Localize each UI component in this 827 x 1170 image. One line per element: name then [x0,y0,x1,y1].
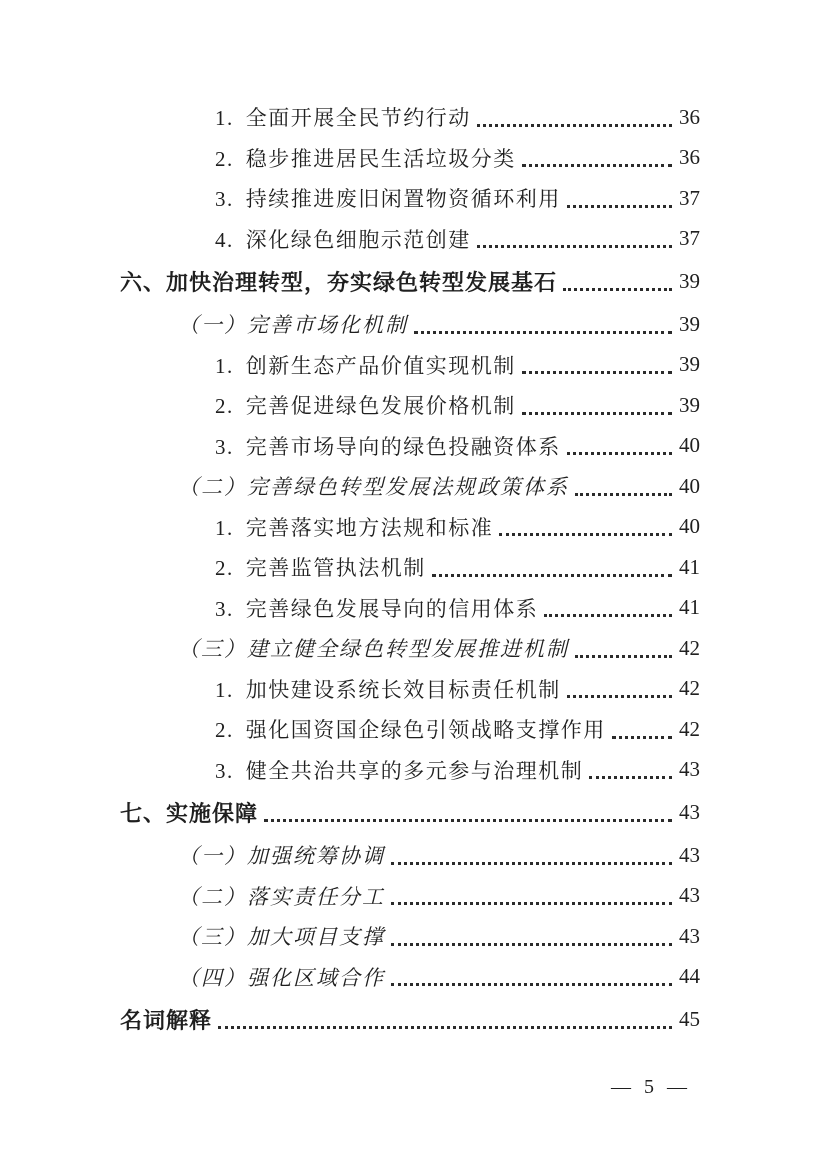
toc-entry-label: 1. 创新生态产品价值实现机制 [215,353,516,378]
toc-entry-page: 37 [679,185,700,210]
dotted-leader [563,288,672,291]
toc-entry [0,790,827,835]
toc-entry-label: （三）加大项目支撑 [178,925,385,950]
dotted-leader [575,655,672,658]
toc-entry-label: 3. 完善绿色发展导向的信用体系 [215,596,539,621]
toc-entry-label: 名词解释 [120,1008,213,1033]
toc-entry-label: 2. 强化国资国企绿色引领战略支撑作用 [215,718,606,743]
dotted-leader [391,983,672,986]
toc-entry-page: 41 [679,554,700,579]
dotted-leader [567,205,672,208]
toc-entry-label: （二）完善绿色转型发展法规政策体系 [178,475,569,500]
toc-entry [0,669,827,710]
toc-entry-page: 42 [679,716,700,741]
toc-entry [0,304,827,345]
toc-entry-page: 40 [679,473,700,498]
toc-entry-page: 43 [679,842,700,867]
dotted-leader [567,452,672,455]
dotted-leader [522,371,672,374]
dotted-leader [391,862,672,865]
toc-entry-page: 36 [679,145,700,170]
toc-entry [0,426,827,467]
dotted-leader [391,902,672,905]
dotted-leader [218,1026,672,1029]
dotted-leader [544,614,672,617]
toc-entry-label: 2. 稳步推进居民生活垃圾分类 [215,146,516,171]
toc-entry-label: 4. 深化绿色细胞示范创建 [215,227,471,252]
toc-entry-label: （四）强化区域合作 [178,965,385,990]
dotted-leader [567,695,672,698]
toc-entry-page: 39 [679,392,700,417]
page-footer [611,1076,687,1099]
dotted-leader [477,245,672,248]
toc-entry-label: 3. 持续推进废旧闲置物资循环利用 [215,187,561,212]
toc-entry-label: （一）加强统筹协调 [178,844,385,869]
dotted-leader [432,574,672,577]
dotted-leader [264,819,672,822]
dotted-leader [589,776,672,779]
toc-entry [0,466,827,507]
toc-entry-page: 43 [679,923,700,948]
toc-entry-page: 42 [679,676,700,701]
toc-entry-page: 44 [679,964,700,989]
dotted-leader [499,533,672,536]
toc-entry [0,876,827,917]
dotted-leader [612,736,672,739]
dotted-leader [522,412,672,415]
toc-entry [0,97,827,138]
dotted-leader [477,124,672,127]
toc-entry [0,750,827,791]
toc-entry-page: 37 [679,226,700,251]
toc-entry-label: 七、实施保障 [120,801,259,826]
toc-entry-label: （一）完善市场化机制 [178,313,408,338]
toc-entry-label: 六、加快治理转型，夯实绿色转型发展基石 [120,270,558,295]
toc-entry [0,835,827,876]
toc-entry-page: 40 [679,433,700,458]
toc-entry-label: 1. 全面开展全民节约行动 [215,106,471,131]
toc-entry [0,345,827,386]
dotted-leader [391,943,672,946]
toc-entry [0,259,827,304]
toc-entry-page: 39 [679,269,700,293]
toc-entry [0,385,827,426]
toc-entry [0,709,827,750]
toc-entry-page: 41 [679,595,700,620]
page-number: — 5 — [611,1076,687,1098]
toc-entry [0,219,827,260]
toc-entry-label: 1. 完善落实地方法规和标准 [215,515,494,540]
toc-entry [0,997,827,1042]
toc-entry [0,916,827,957]
toc-entry-page: 42 [679,635,700,660]
toc-entry-page: 40 [679,514,700,539]
toc-entry-label: （三）建立健全绿色转型发展推进机制 [178,637,569,662]
toc-entry-page: 36 [679,104,700,129]
toc-entry-page: 43 [679,883,700,908]
toc-entry [0,588,827,629]
toc-entry-label: （二）落实责任分工 [178,884,385,909]
toc-entry-label: 2. 完善促进绿色发展价格机制 [215,394,516,419]
toc-entry [0,547,827,588]
toc-entry-page: 39 [679,311,700,336]
toc-entry [0,138,827,179]
toc-entry-page: 43 [679,757,700,782]
dotted-leader [414,331,672,334]
toc-list [0,97,827,1042]
toc-entry [0,628,827,669]
toc-entry-label: 3. 健全共治共享的多元参与治理机制 [215,758,584,783]
toc-entry-label: 1. 加快建设系统长效目标责任机制 [215,677,561,702]
toc-entry-page: 45 [679,1007,700,1031]
dotted-leader [575,493,672,496]
toc-entry [0,507,827,548]
toc-entry [0,178,827,219]
toc-entry-page: 39 [679,352,700,377]
toc-entry-label: 3. 完善市场导向的绿色投融资体系 [215,434,561,459]
toc-entry [0,957,827,998]
toc-entry-page: 43 [679,800,700,824]
dotted-leader [522,164,672,167]
toc-entry-label: 2. 完善监管执法机制 [215,556,426,581]
